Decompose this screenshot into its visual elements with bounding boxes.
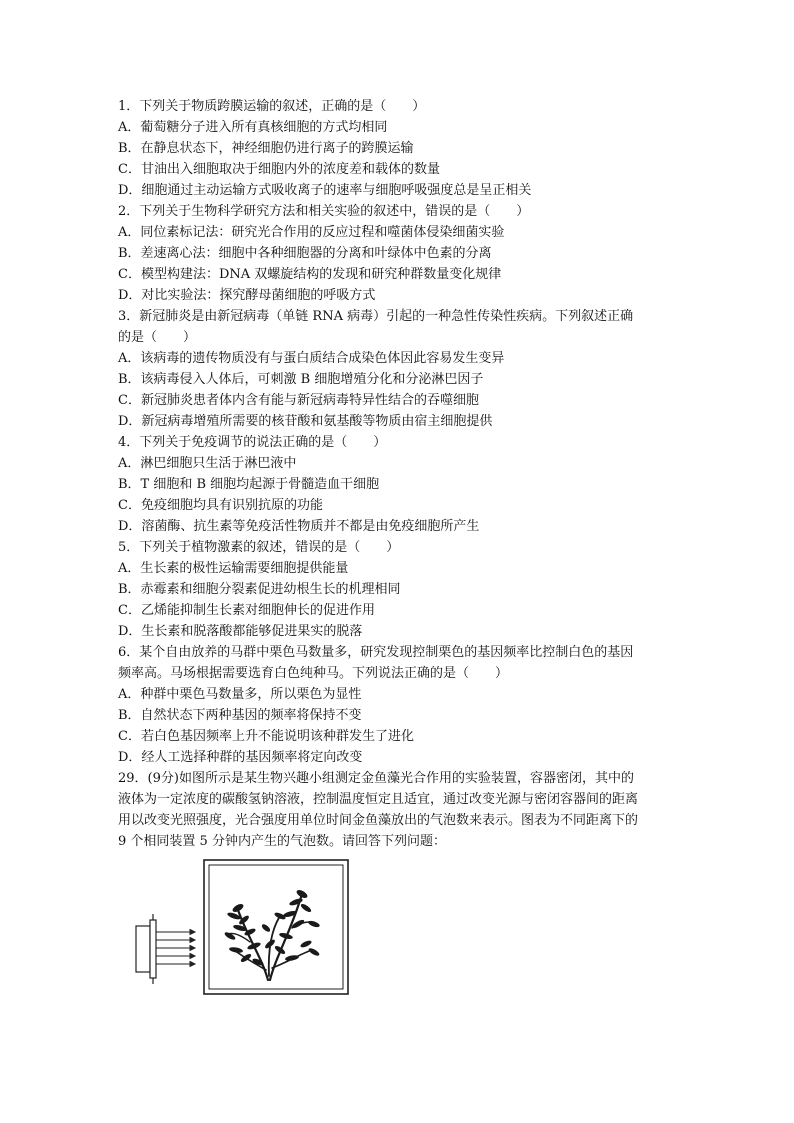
q1-stem: 1．下列关于物质跨膜运输的叙述，正确的是（ ） [118, 99, 426, 114]
q29-stem-line-1: 29．(9分)如图所示是某生物兴趣小组测定金鱼藻光合作用的实验装置，容器密闭，其中的 [118, 771, 634, 786]
apparatus-figure [130, 858, 352, 998]
q3-option-d: D．新冠病毒增殖所需要的核苷酸和氨基酸等物质由宿主细胞提供 [118, 414, 493, 429]
q6-option-c: C．若白色基因频率上升不能说明该种群发生了进化 [118, 729, 414, 744]
q4-option-b: B．T 细胞和 B 细胞均起源于骨髓造血干细胞 [118, 477, 380, 492]
q5-option-d: D．生长素和脱落酸都能够促进果实的脱落 [118, 624, 363, 639]
q1-option-c: C．甘油出入细胞取决于细胞内外的浓度差和载体的数量 [118, 162, 440, 177]
q5-stem: 5．下列关于植物激素的叙述，错误的是（ ） [118, 540, 400, 555]
lamp-icon [136, 914, 156, 984]
q3-option-a: A．该病毒的遗传物质没有与蛋白质结合成染色体因此容易发生变异 [118, 351, 505, 366]
q6-option-a: A．种群中栗色马数量多，所以栗色为显性 [118, 687, 362, 702]
q6-stem-line-1: 6．某个自由放养的马群中栗色马数量多，研究发现控制栗色的基因频率比控制白色的基因 [118, 645, 634, 660]
exam-content [118, 96, 678, 852]
q1-option-a: A．葡萄糖分子进入所有真核细胞的方式均相同 [118, 120, 388, 135]
goldfish-weed-icon [224, 888, 321, 980]
q4-option-d: D．溶菌酶、抗生素等免疫活性物质并不都是由免疫细胞所产生 [118, 519, 480, 534]
q3-option-c: C．新冠肺炎患者体内含有能与新冠病毒特异性结合的吞噬细胞 [118, 393, 479, 408]
q3-stem-line-1: 3．新冠肺炎是由新冠病毒（单链 RNA 病毒）引起的一种急性传染性疾病。下列叙述正确 [118, 309, 634, 324]
q29-stem-line-4: 9 个相同装置 5 分钟内产生的气泡数。请回答下列问题： [118, 834, 446, 849]
q29-stem-line-3: 用以改变光照强度，光合强度用单位时间金鱼藻放出的气泡数来表示。图表为不同距离下的 [118, 813, 639, 828]
q5-option-c: C．乙烯能抑制生长素对细胞伸长的促进作用 [118, 603, 375, 618]
q4-option-a: A．淋巴细胞只生活于淋巴液中 [118, 456, 297, 471]
q2-stem: 2．下列关于生物科学研究方法和相关实验的叙述中，错误的是（ ） [118, 204, 530, 219]
light-arrows-icon [156, 930, 195, 967]
q1-option-d: D．细胞通过主动运输方式吸收离子的速率与细胞呼吸强度总是呈正相关 [118, 183, 532, 198]
sealed-container-icon [204, 860, 348, 994]
q3-stem-line-2: 的是（ ） [118, 330, 197, 345]
q6-option-d: D．经人工选择种群的基因频率将定向改变 [118, 750, 363, 765]
q2-option-a: A．同位素标记法：研究光合作用的反应过程和噬菌体侵染细菌实验 [118, 225, 505, 240]
q1-option-b: B．在静息状态下，神经细胞仍进行离子的跨膜运输 [118, 141, 414, 156]
q29-stem-line-2: 液体为一定浓度的碳酸氢钠溶液，控制温度恒定且适宜，通过改变光源与密闭容器间的距离 [118, 792, 639, 807]
q6-stem-line-2: 频率高。马场根据需要选育白色纯种马。下列说法正确的是（ ） [118, 666, 509, 681]
q2-option-c: C．模型构建法：DNA 双螺旋结构的发现和研究种群数量变化规律 [118, 267, 502, 282]
q2-option-b: B．差速离心法：细胞中各种细胞器的分离和叶绿体中色素的分离 [118, 246, 492, 261]
q4-option-c: C．免疫细胞均具有识别抗原的功能 [118, 498, 323, 513]
q5-option-b: B．赤霉素和细胞分裂素促进幼根生长的机理相同 [118, 582, 401, 597]
q4-stem: 4．下列关于免疫调节的说法正确的是（ ） [118, 435, 387, 450]
q6-option-b: B．自然状态下两种基因的频率将保持不变 [118, 708, 362, 723]
q2-option-d: D．对比实验法：探究酵母菌细胞的呼吸方式 [118, 288, 376, 303]
q5-option-a: A．生长素的极性运输需要细胞提供能量 [118, 561, 349, 576]
q3-option-b: B．该病毒侵入人体后，可刺激 B 细胞增殖分化和分泌淋巴因子 [118, 372, 484, 387]
